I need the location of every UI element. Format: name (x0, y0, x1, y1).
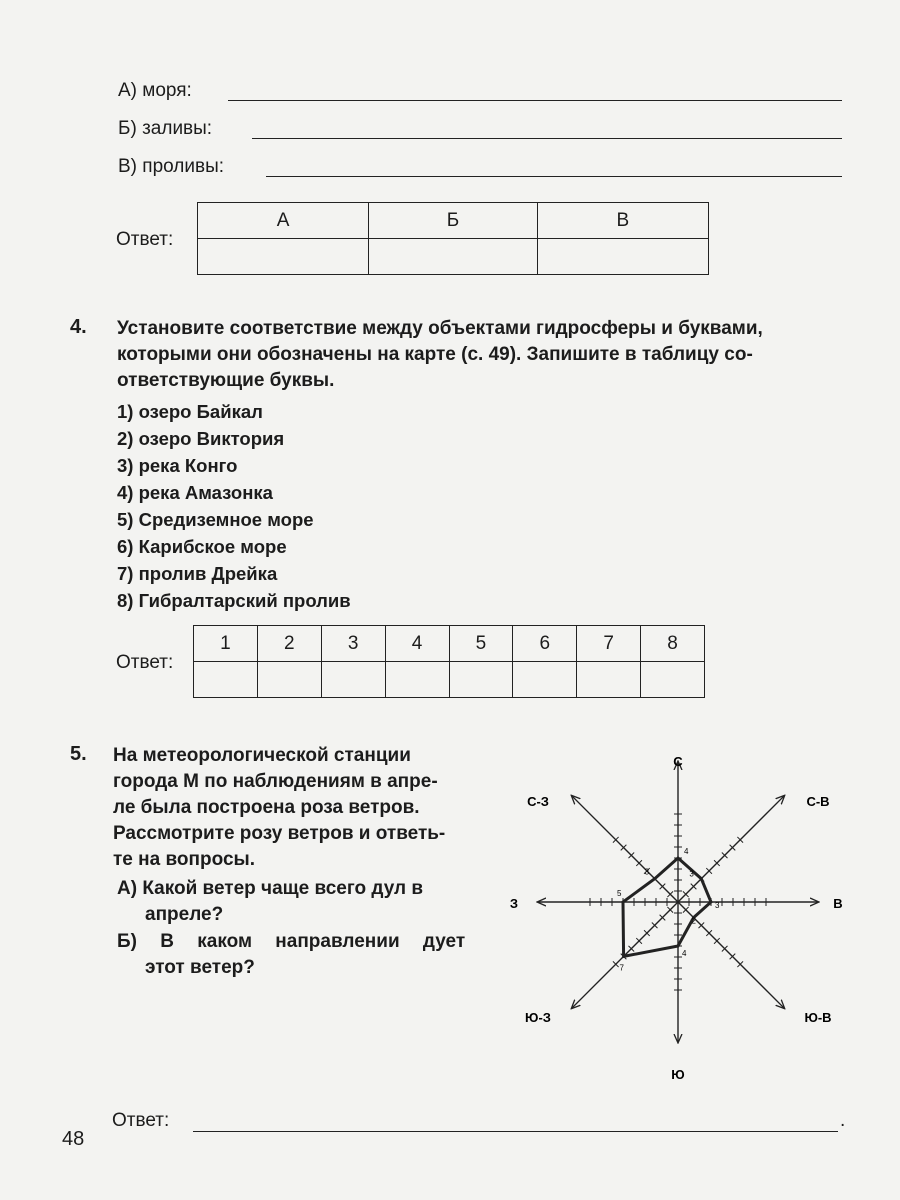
question-5-line-1: На метеорологической станции (113, 745, 411, 766)
answer-cell-7[interactable] (577, 662, 641, 698)
table-header-v: В (537, 203, 708, 239)
answer-cell-2[interactable] (257, 662, 321, 698)
value-label-e: 3 (715, 901, 720, 910)
table-header-7: 7 (577, 626, 641, 662)
list-item: 1) озеро Байкал (117, 401, 263, 422)
table-header-b: Б (369, 203, 538, 239)
table-header-1: 1 (194, 626, 258, 662)
sub-a-line-2: апреле? (145, 904, 224, 925)
question-4-line-3: ответствующие буквы. (117, 370, 335, 391)
page-number: 48 (62, 1128, 85, 1150)
wind-rose-diagram (505, 752, 850, 1092)
direction-label-e: В (833, 896, 843, 911)
list-item: 6) Карибское море (117, 536, 287, 557)
value-label-se: 2 (691, 916, 697, 926)
list-item: 3) река Конго (117, 455, 238, 476)
question-5-line-3: ле была построена роза ветров. (113, 797, 420, 818)
value-label-sw: 7 (619, 963, 625, 973)
direction-label-w: З (509, 896, 519, 911)
table-header-4: 4 (385, 626, 449, 662)
direction-label-ne: С-В (806, 794, 830, 809)
row-a-label: А) моря: (118, 80, 192, 101)
value-label-w: 5 (617, 889, 622, 898)
value-label-s: 4 (682, 949, 687, 958)
list-item: 4) река Амазонка (117, 482, 273, 503)
answer-cell-4[interactable] (385, 662, 449, 698)
table-header-a: А (198, 203, 369, 239)
answer-cell-6[interactable] (513, 662, 577, 698)
wind-rose-axes (538, 762, 818, 1042)
question-5-number: 5. (70, 743, 87, 765)
direction-label-nw: С-З (527, 794, 549, 809)
question-5-line-5: те на вопросы. (113, 849, 256, 870)
answer-cell-v[interactable] (537, 239, 708, 275)
direction-label-sw: Ю-З (525, 1010, 551, 1025)
row-a-answer-line[interactable] (228, 100, 842, 101)
question-5-sub-b (117, 929, 475, 981)
sub-b-line-1: Б) В каком направлении дует (117, 931, 466, 952)
question-4-number: 4. (70, 316, 87, 338)
direction-label-se: Ю-В (804, 1010, 832, 1025)
q3-answer-label: Ответ: (116, 229, 174, 250)
question-4-line-1: Установите соответствие между объектами гидросферы и буквами, (117, 318, 763, 339)
value-label-n: 4 (684, 847, 689, 856)
answer-cell-1[interactable] (194, 662, 258, 698)
row-c-answer-line[interactable] (266, 176, 842, 177)
table-header-2: 2 (257, 626, 321, 662)
question-5-text (113, 743, 445, 873)
question-5-sub-a (117, 876, 423, 928)
question-4-items (117, 398, 351, 614)
q4-answer-label: Ответ: (116, 652, 174, 673)
q3-answer-table (197, 202, 709, 275)
value-label-nw: 3 (644, 867, 650, 877)
table-header-8: 8 (641, 626, 705, 662)
list-item: 7) пролив Дрейка (117, 563, 278, 584)
question-4-text (117, 316, 847, 394)
list-item: 8) Гибралтарский пролив (117, 590, 351, 611)
q5-answer-label: Ответ: (112, 1110, 170, 1131)
value-label-ne: 3 (689, 869, 694, 879)
q5-answer-period: . (840, 1110, 846, 1131)
sub-a-line-1: А) Какой ветер чаще всего дул в (117, 878, 424, 899)
table-header-3: 3 (321, 626, 385, 662)
row-b-label: Б) заливы: (118, 118, 213, 139)
row-c-label: В) проливы: (118, 156, 225, 177)
answer-cell-8[interactable] (641, 662, 705, 698)
axis-ne (678, 796, 784, 902)
answer-cell-b[interactable] (369, 239, 538, 275)
answer-cell-5[interactable] (449, 662, 513, 698)
direction-label-n: С (673, 754, 683, 769)
question-4-line-2: которыми они обозначены на карте (с. 49). Запишите в таблицу со- (117, 344, 753, 365)
answer-cell-3[interactable] (321, 662, 385, 698)
wind-rose-direction-labels (510, 754, 843, 1082)
answer-cell-a[interactable] (198, 239, 369, 275)
row-b-answer-line[interactable] (252, 138, 842, 139)
direction-label-s: Ю (671, 1067, 685, 1082)
table-header-6: 6 (513, 626, 577, 662)
question-5-line-2: города М по наблюдениям в апре- (113, 771, 438, 792)
q4-answer-table (193, 625, 705, 698)
sub-b-line-2: этот ветер? (145, 957, 255, 978)
list-item: 2) озеро Виктория (117, 428, 285, 449)
axis-nw (572, 796, 678, 902)
wind-rose-polygon (623, 858, 711, 956)
list-item: 5) Средиземное море (117, 509, 314, 530)
q5-answer-line[interactable] (193, 1131, 838, 1132)
table-header-5: 5 (449, 626, 513, 662)
question-5-line-4: Рассмотрите розу ветров и ответь- (113, 823, 446, 844)
